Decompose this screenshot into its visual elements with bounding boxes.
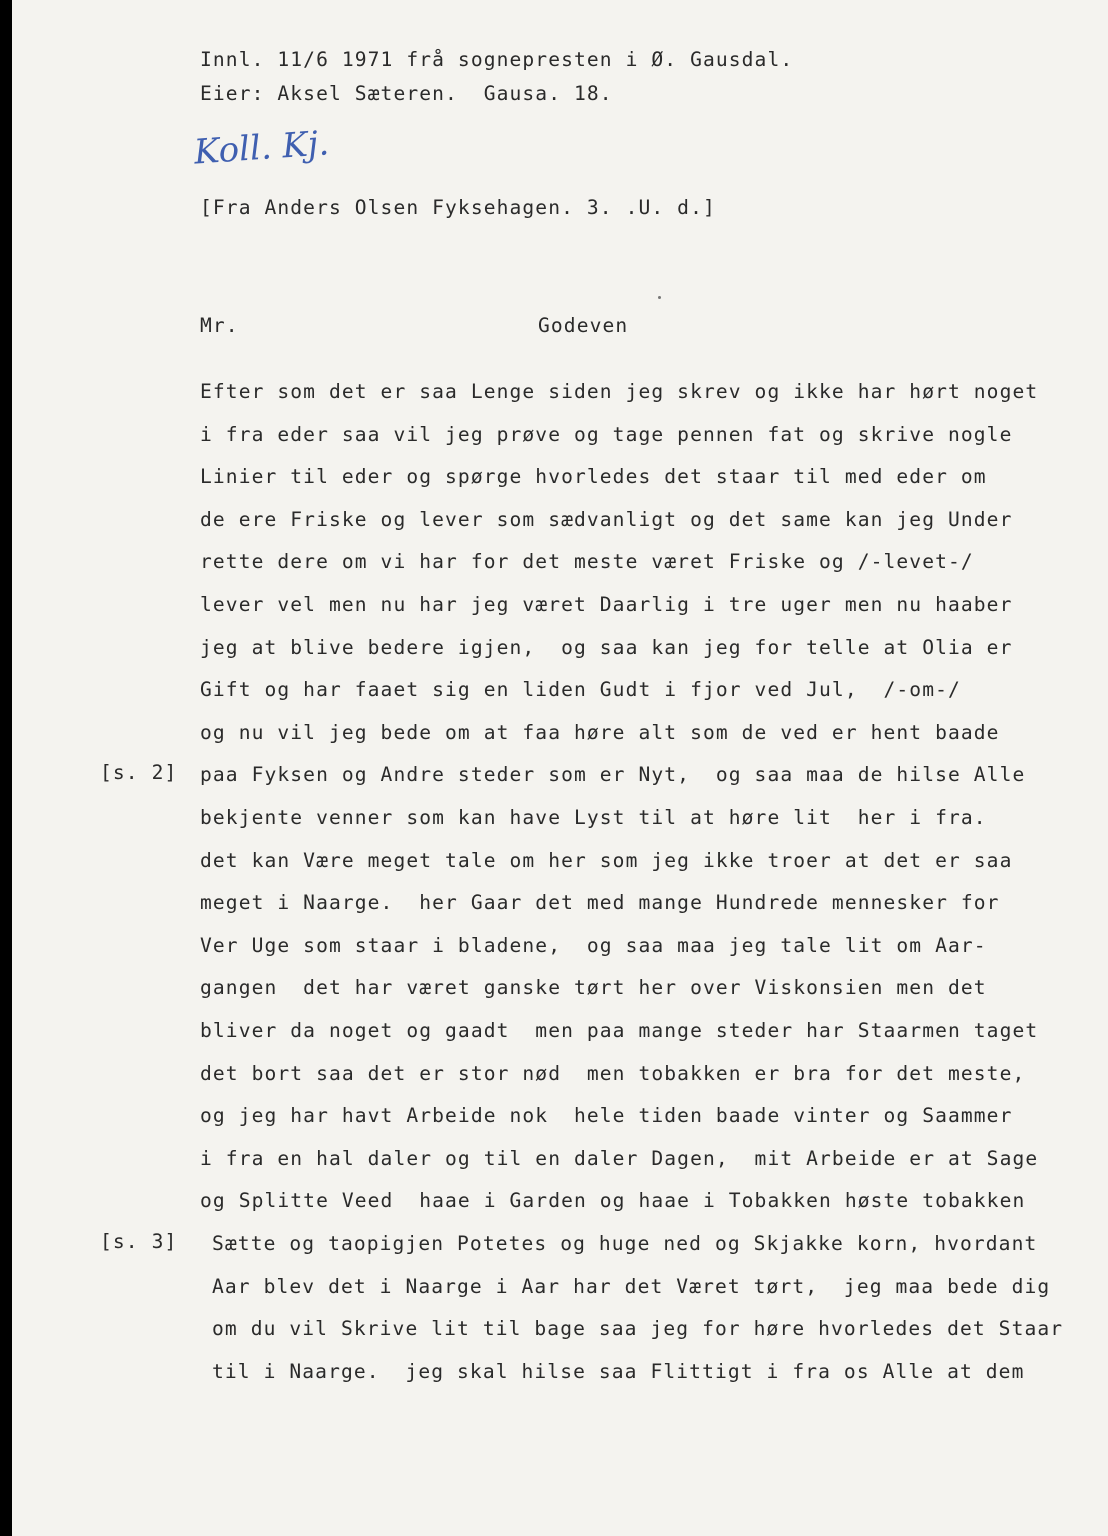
letter-line: Linier til eder og spørge hvorledes det staar til med eder om bbox=[200, 465, 987, 488]
letter-line: i fra en hal daler og til en daler Dagen, mit Arbeide er at Sage bbox=[200, 1147, 1039, 1170]
handwritten-note: Koll. Kj. bbox=[192, 123, 331, 173]
letter-line: det kan Være meget tale om her som jeg ikke troer at det er saa bbox=[200, 849, 1013, 872]
letter-line: Gift og har faaet sig en liden Gudt i fjor ved Jul, /-om-/ bbox=[200, 678, 961, 701]
letter-line: om du vil Skrive lit til bage saa jeg for høre hvorledes det Staar bbox=[212, 1317, 1064, 1340]
letter-line: og Splitte Veed haae i Garden og haae i Tobakken høste tobakken bbox=[200, 1189, 1026, 1212]
page-marker-s2: [s. 2] bbox=[100, 761, 178, 784]
letter-line: de ere Friske og lever som sædvanligt og det same kan jeg Under bbox=[200, 508, 1013, 531]
letter-line: bekjente venner som kan have Lyst til at høre lit her i fra. bbox=[200, 806, 987, 829]
salutation-left: Mr. bbox=[200, 314, 239, 337]
letter-line: paa Fyksen og Andre steder som er Nyt, og saa maa de hilse Alle bbox=[200, 763, 1026, 786]
letter-line: og jeg har havt Arbeide nok hele tiden baade vinter og Saammer bbox=[200, 1104, 1013, 1127]
document-page bbox=[12, 0, 1108, 1536]
letter-line: og nu vil jeg bede om at faa høre alt som de ved er hent baade bbox=[200, 721, 1000, 744]
letter-line: Aar blev det i Naarge i Aar har det Været tørt, jeg maa bede dig bbox=[212, 1275, 1051, 1298]
salutation-right: Godeven bbox=[538, 314, 629, 337]
ink-dot bbox=[658, 296, 661, 299]
page-marker-s3: [s. 3] bbox=[100, 1230, 178, 1253]
letter-line: Efter som det er saa Lenge siden jeg skrev og ikke har hørt noget bbox=[200, 380, 1039, 403]
letter-line: meget i Naarge. her Gaar det med mange Hundrede mennesker for bbox=[200, 891, 1000, 914]
letter-line: Ver Uge som staar i bladene, og saa maa jeg tale lit om Aar- bbox=[200, 934, 987, 957]
letter-line: Sætte og taopigjen Potetes og huge ned og Skjakke korn, hvordant bbox=[212, 1232, 1038, 1255]
letter-line: lever vel men nu har jeg været Daarlig i tre uger men nu haaber bbox=[200, 593, 1013, 616]
header-line-1: Innl. 11/6 1971 frå sognepresten i Ø. Gausdal. bbox=[200, 48, 794, 71]
source-line: [Fra Anders Olsen Fyksehagen. 3. .U. d.] bbox=[200, 196, 716, 219]
letter-line: i fra eder saa vil jeg prøve og tage pennen fat og skrive nogle bbox=[200, 423, 1013, 446]
letter-line: gangen det har været ganske tørt her over Viskonsien men det bbox=[200, 976, 987, 999]
letter-line: til i Naarge. jeg skal hilse saa Flittigt i fra os Alle at dem bbox=[212, 1360, 1025, 1383]
letter-line: bliver da noget og gaadt men paa mange steder har Staarmen taget bbox=[200, 1019, 1039, 1042]
letter-line: rette dere om vi har for det meste været Friske og /-levet-/ bbox=[200, 550, 974, 573]
letter-line: jeg at blive bedere igjen, og saa kan jeg for telle at Olia er bbox=[200, 636, 1013, 659]
letter-line: det bort saa det er stor nød men tobakken er bra for det meste, bbox=[200, 1062, 1026, 1085]
header-line-2: Eier: Aksel Sæteren. Gausa. 18. bbox=[200, 82, 613, 105]
